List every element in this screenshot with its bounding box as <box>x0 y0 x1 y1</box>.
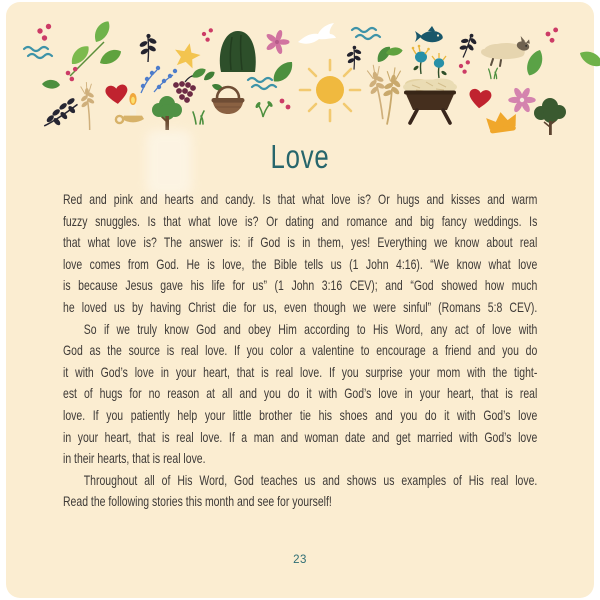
dove-icon <box>298 23 336 44</box>
black-sprig-icon <box>139 34 158 62</box>
wheat-icon <box>79 82 97 131</box>
pink-flower-icon <box>265 29 289 55</box>
leaf-icon <box>269 60 298 85</box>
sheep-icon <box>481 36 532 66</box>
berry-dots-icon <box>202 28 213 42</box>
body-text-line: God as the source is real love. If you color a valentine to encourage a friend and you do <box>63 343 538 359</box>
sun-icon <box>300 60 360 121</box>
black-sprig-icon <box>455 31 479 60</box>
tree-icon <box>152 96 182 130</box>
body-text-line: he loved us by having Christ die for us, even though we were sinful” (Romans 5:8 CEV). <box>63 299 538 315</box>
page-number: 23 <box>293 554 307 566</box>
body-text-line: love. If you patiently help your little brother tie his shoes and you do it with God’s love <box>63 407 538 423</box>
berry-dots-icon <box>546 28 559 43</box>
berry-dots-icon <box>37 24 51 41</box>
waves-icon <box>352 28 380 39</box>
body-text-line: that what love is? The answer is: if God is in them, yes! Everything we know about real <box>63 235 538 251</box>
grass-icon <box>489 68 498 78</box>
dark-tree-icon <box>534 98 566 135</box>
body-text-line: love comes from God. He is love, the Bible tells us (1 John 4:16). “We know what love <box>63 256 538 272</box>
waves-icon <box>248 78 276 89</box>
bluebell-flowers-icon <box>412 45 448 78</box>
grapes-icon <box>173 67 207 102</box>
leaf-icon <box>578 46 600 72</box>
pink-flower-icon <box>508 87 536 114</box>
blueberry-sprig-icon <box>141 66 177 93</box>
body-text-line: it with God’s love in your heart, that is real love. If you surprise your mom with the tight- <box>63 364 538 380</box>
black-sprig-icon <box>346 46 362 70</box>
berry-dots-icon <box>280 99 291 110</box>
crown-icon <box>486 110 518 134</box>
body-text-line: in your heart, that is real love. If a man and woman date and get married with God’s love <box>63 429 538 445</box>
body-text-line: in their hearts, that is real love. <box>63 451 206 467</box>
waves-icon <box>24 47 52 58</box>
grass-icon <box>193 111 204 124</box>
body-text-line: Read the following stories this month and see for yourself! <box>63 494 332 510</box>
page-title: Love <box>270 138 330 175</box>
black-branch-icon <box>44 93 78 130</box>
body-text-line: est of hugs for no reason at all and you do it with God’s love in your heart, that is real <box>63 386 538 402</box>
basket-icon <box>212 87 245 114</box>
body-text-line: Throughout all of His Word, God teaches us and shows us examples of His real love. <box>83 472 538 488</box>
sprout-icon <box>255 100 274 117</box>
body-text <box>63 189 537 513</box>
body-text-line: fuzzy snuggles. Is that what love is? Or dating and romance and big fancy weddings. Is <box>63 213 538 229</box>
body-text-line: Red and pink and hearts and candy. Is that what love is? Or hugs and kisses and warm <box>63 192 538 207</box>
star-icon <box>172 41 202 70</box>
berry-dots-icon <box>459 60 470 74</box>
leaf-icon <box>41 77 60 92</box>
bush-icon <box>220 31 256 72</box>
heart-icon <box>468 88 492 109</box>
crescent-moon-icon <box>553 63 573 92</box>
manger-icon <box>403 79 457 124</box>
body-text-line: is because Jesus gave his life for us” (1 John 3:16 CEV); and “God showed how much <box>63 278 538 294</box>
leaf-icon <box>521 48 549 77</box>
body-text-line: So if we truly know God and obey Him according to His Word, any act of love with <box>83 321 538 337</box>
fish-icon <box>415 26 443 42</box>
heart-icon <box>105 84 129 105</box>
